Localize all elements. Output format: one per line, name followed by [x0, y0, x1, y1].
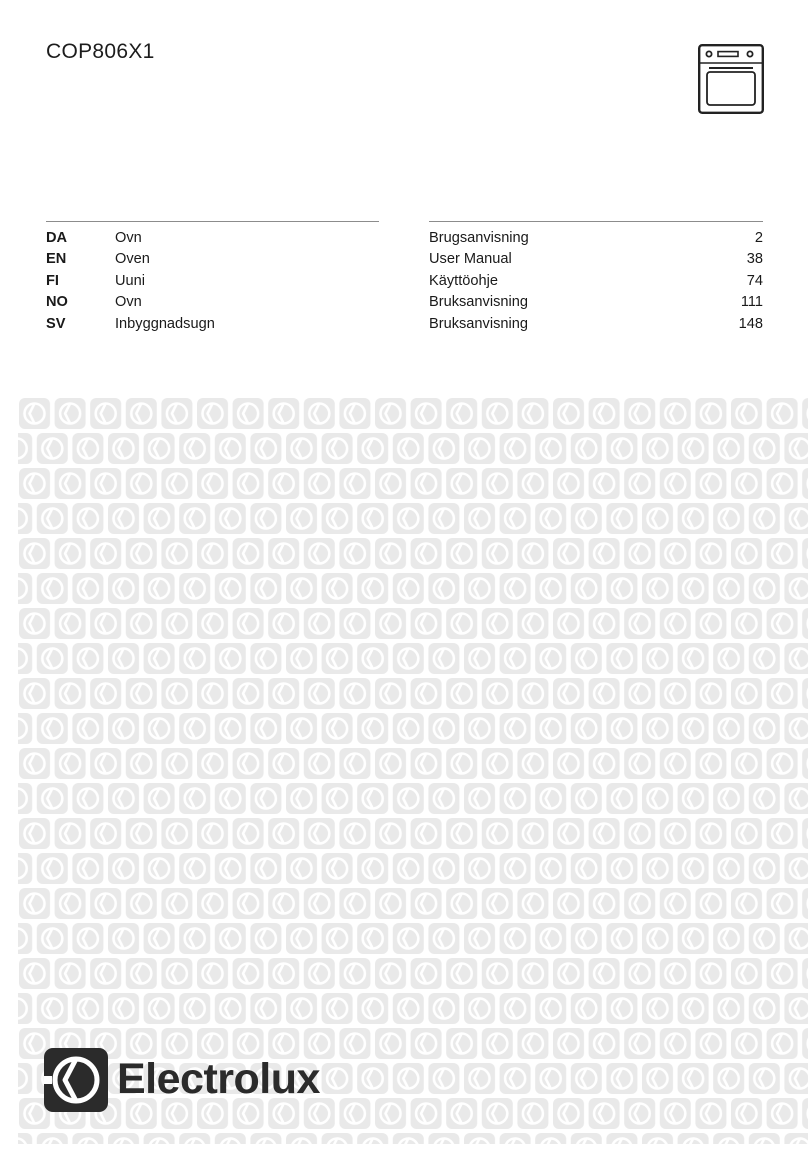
language-code: FI	[46, 272, 59, 289]
divider-right	[429, 221, 763, 222]
brand-name: Electrolux	[117, 1055, 320, 1103]
page-number: 111	[740, 294, 763, 311]
manual-title: Käyttöohje	[429, 272, 498, 289]
product-name: Oven	[115, 251, 150, 268]
electrolux-pattern-background	[18, 396, 808, 1144]
model-number: COP806X1	[46, 40, 155, 63]
electrolux-logo-icon	[44, 1048, 108, 1112]
language-row	[46, 271, 379, 292]
product-name: Ovn	[115, 230, 142, 246]
manual-title: Bruksanvisning	[429, 315, 528, 332]
divider-left	[46, 221, 379, 222]
language-row	[46, 249, 379, 270]
page-number: 38	[746, 251, 763, 268]
page-number: 74	[746, 272, 763, 289]
language-row	[46, 228, 379, 249]
product-name: Ovn	[115, 294, 142, 311]
language-list	[46, 228, 379, 335]
manual-row	[429, 314, 763, 335]
manual-title: Brugsanvisning	[429, 230, 529, 246]
page-number: 148	[738, 315, 763, 332]
manual-row	[429, 228, 763, 249]
product-name: Inbyggnadsugn	[115, 315, 215, 332]
manual-title: Bruksanvisning	[429, 294, 528, 311]
manual-row	[429, 271, 763, 292]
oven-icon	[698, 44, 764, 114]
manual-row	[429, 292, 763, 313]
product-name: Uuni	[115, 272, 146, 289]
language-code: DA	[46, 230, 68, 246]
language-row	[46, 292, 379, 313]
language-code: SV	[46, 315, 66, 332]
manual-index	[429, 228, 763, 335]
language-code: NO	[46, 294, 68, 311]
manual-row	[429, 249, 763, 270]
language-row	[46, 314, 379, 335]
manual-title: User Manual	[429, 251, 512, 268]
language-code: EN	[46, 251, 67, 268]
page-number: 2	[754, 230, 763, 246]
